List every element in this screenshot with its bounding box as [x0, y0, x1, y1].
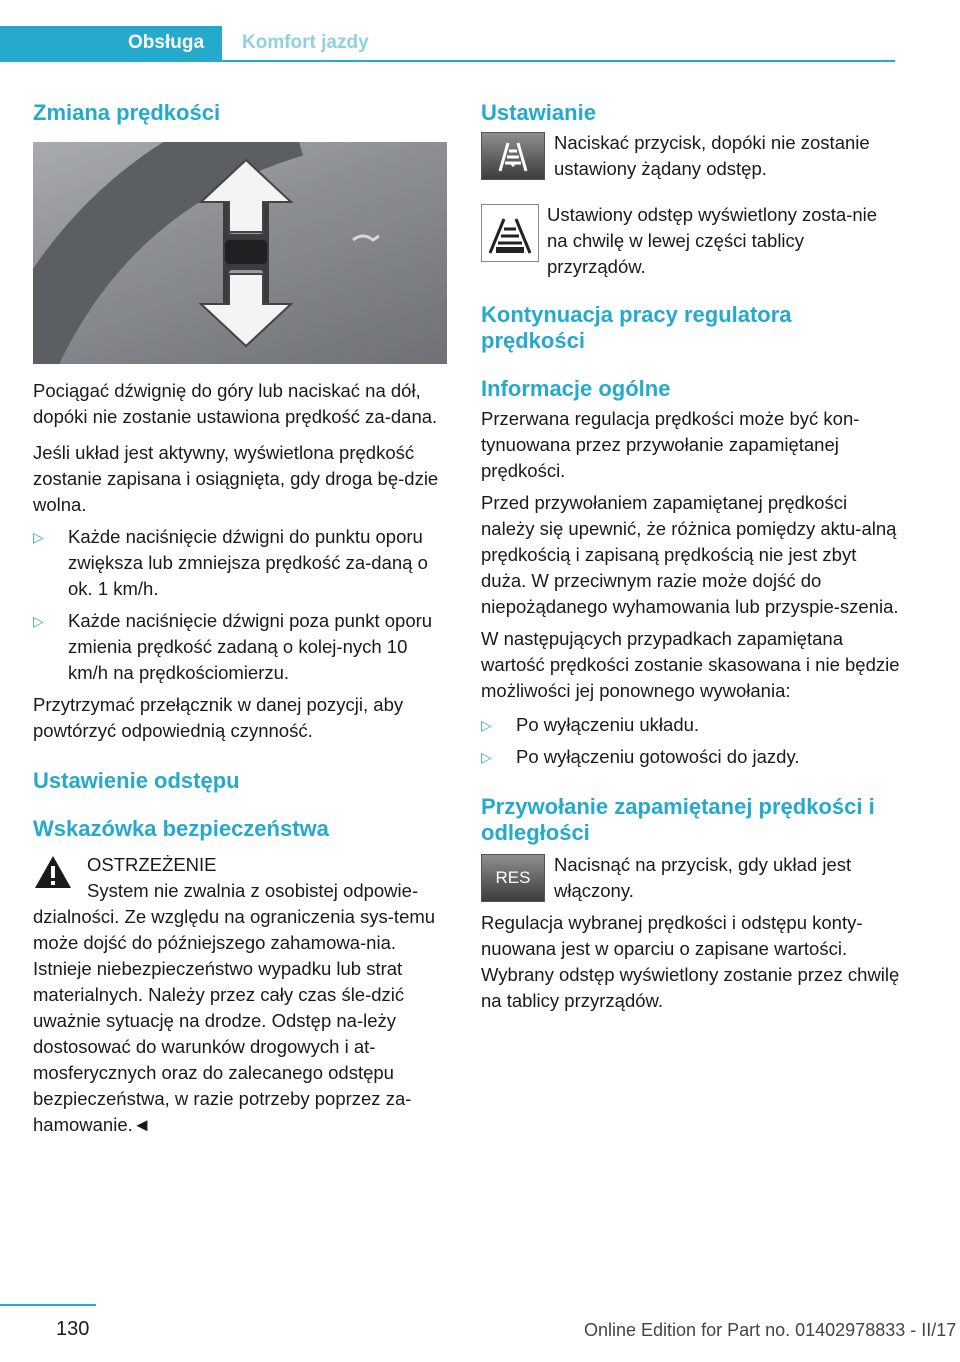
list-item: ▷ Po wyłączeniu gotowości do jazdy.: [481, 744, 901, 770]
list-item: ▷ Każde naciśnięcie dźwigni poza punkt oporu zmienia prędkość zadaną o kolej-nych 10 km/h na prędkościomierzu.: [33, 610, 433, 683]
triangle-bullet-icon: ▷: [481, 749, 492, 765]
heading-recall: Przywołanie zapamiętanej prędkości i odległości: [481, 794, 875, 845]
heading-general: Informacje ogólne: [481, 376, 671, 401]
setting-row: [481, 130, 901, 186]
warning-block: [33, 852, 451, 1138]
para-general-1: Przerwana regulacja prędkości może być kon-tynuowana przez przywołanie zapamiętanej prędkości.: [481, 408, 860, 481]
para-lever: Pociągać dźwignię do góry lub naciskać na dół, dopóki nie zostanie ustawiona prędkość za-dana.: [33, 380, 438, 427]
triangle-bullet-icon: ▷: [33, 613, 44, 629]
chapter-header: [0, 26, 895, 62]
right-column: [481, 100, 901, 1014]
display-row: [481, 202, 901, 282]
warning-triangle-icon: [33, 854, 73, 890]
edition-note: Online Edition for Part no. 01402978833 - II/17: [584, 1320, 957, 1340]
warning-title: OSTRZEŻENIE: [87, 854, 217, 875]
steering-wheel-photo: [33, 142, 447, 364]
distance-display-icon: [481, 204, 539, 262]
para-general-2: Przed przywołaniem zapamiętanej prędkości należy się upewnić, że różnica pomiędzy aktu-alną prędkością i zapisaną prędkością nie jest zbyt duża. W przeciwnym razie może dojść do niepożądanego wyhamowania lub przyspie-szenia.: [481, 492, 899, 617]
tab-obsluga[interactable]: Obsługa: [0, 26, 222, 62]
heading-continue: Kontynuacja pracy regulatora prędkości: [481, 302, 792, 353]
para-active: Jeśli układ jest aktywny, wyświetlona prędkość zostanie zapisana i osiągnięta, gdy droga bę-dzie wolna.: [33, 442, 439, 515]
left-column: [33, 100, 451, 1138]
setting-text: Naciskać przycisk, dopóki nie zostanie ustawiony żądany odstęp.: [554, 132, 870, 179]
steering-wheel-illustration: [33, 142, 447, 364]
triangle-bullet-icon: ▷: [33, 529, 44, 545]
footer-divider: [0, 1304, 96, 1306]
recall-text: Nacisnąć na przycisk, gdy układ jest włączony.: [554, 854, 852, 901]
page-number: 130: [56, 1318, 90, 1340]
para-hold: Przytrzymać przełącznik w danej pozycji, aby powtórzyć odpowiednią czynność.: [33, 694, 404, 741]
list-item: ▷ Po wyłączeniu układu.: [481, 712, 901, 738]
res-button-icon: RES: [481, 854, 545, 902]
triangle-bullet-icon: ▷: [481, 717, 492, 733]
list-item: ▷ Każde naciśnięcie dźwigni do punktu oporu zwiększa lub zmniejsza prędkość za-daną o ok. 1 km/h.: [33, 526, 428, 599]
warning-text: System nie zwalnia z osobistej odpowie-dzialności. Ze względu na ograniczenia sys-temu może dojść do późniejszego zahamowa-nia. Istnieje niebezpieczeństwo wypadku lub strat materialnych. Należy przez cały czas śle-dzić uważnie sytuację na drodze. Odstęp na-leży dostosować do warunków drogowych i at-mosferycznych oraz do zalecanego odstępu bezpieczeństwa, w razie potrzeby poprzez za-hamowanie.◄: [33, 880, 436, 1135]
display-text: Ustawiony odstęp wyświetlony zosta-nie na chwilę w lewej części tablicy przyrządów.: [547, 204, 878, 277]
para-recall: Regulacja wybranej prędkości i odstępu konty-nuowana jest w oparciu o zapisane wartości. Wybrany odstęp wyświetlony zostanie przez chwilę na tablicy przyrządów.: [481, 912, 900, 1011]
tab-komfort-jazdy[interactable]: Komfort jazdy: [242, 32, 369, 53]
recall-row: [481, 852, 901, 904]
heading-safety: Wskazówka bezpieczeństwa: [33, 816, 329, 841]
heading-setting: Ustawianie: [481, 100, 596, 125]
header-divider: [222, 60, 895, 62]
heading-speed-change: Zmiana prędkości: [33, 100, 221, 125]
distance-button-icon: [481, 132, 545, 180]
para-general-3: W następujących przypadkach zapamiętana wartość prędkości zostanie skasowana i nie będzie możliwości jej ponownego wywołania:: [481, 628, 900, 701]
heading-distance: Ustawienie odstępu: [33, 768, 240, 793]
